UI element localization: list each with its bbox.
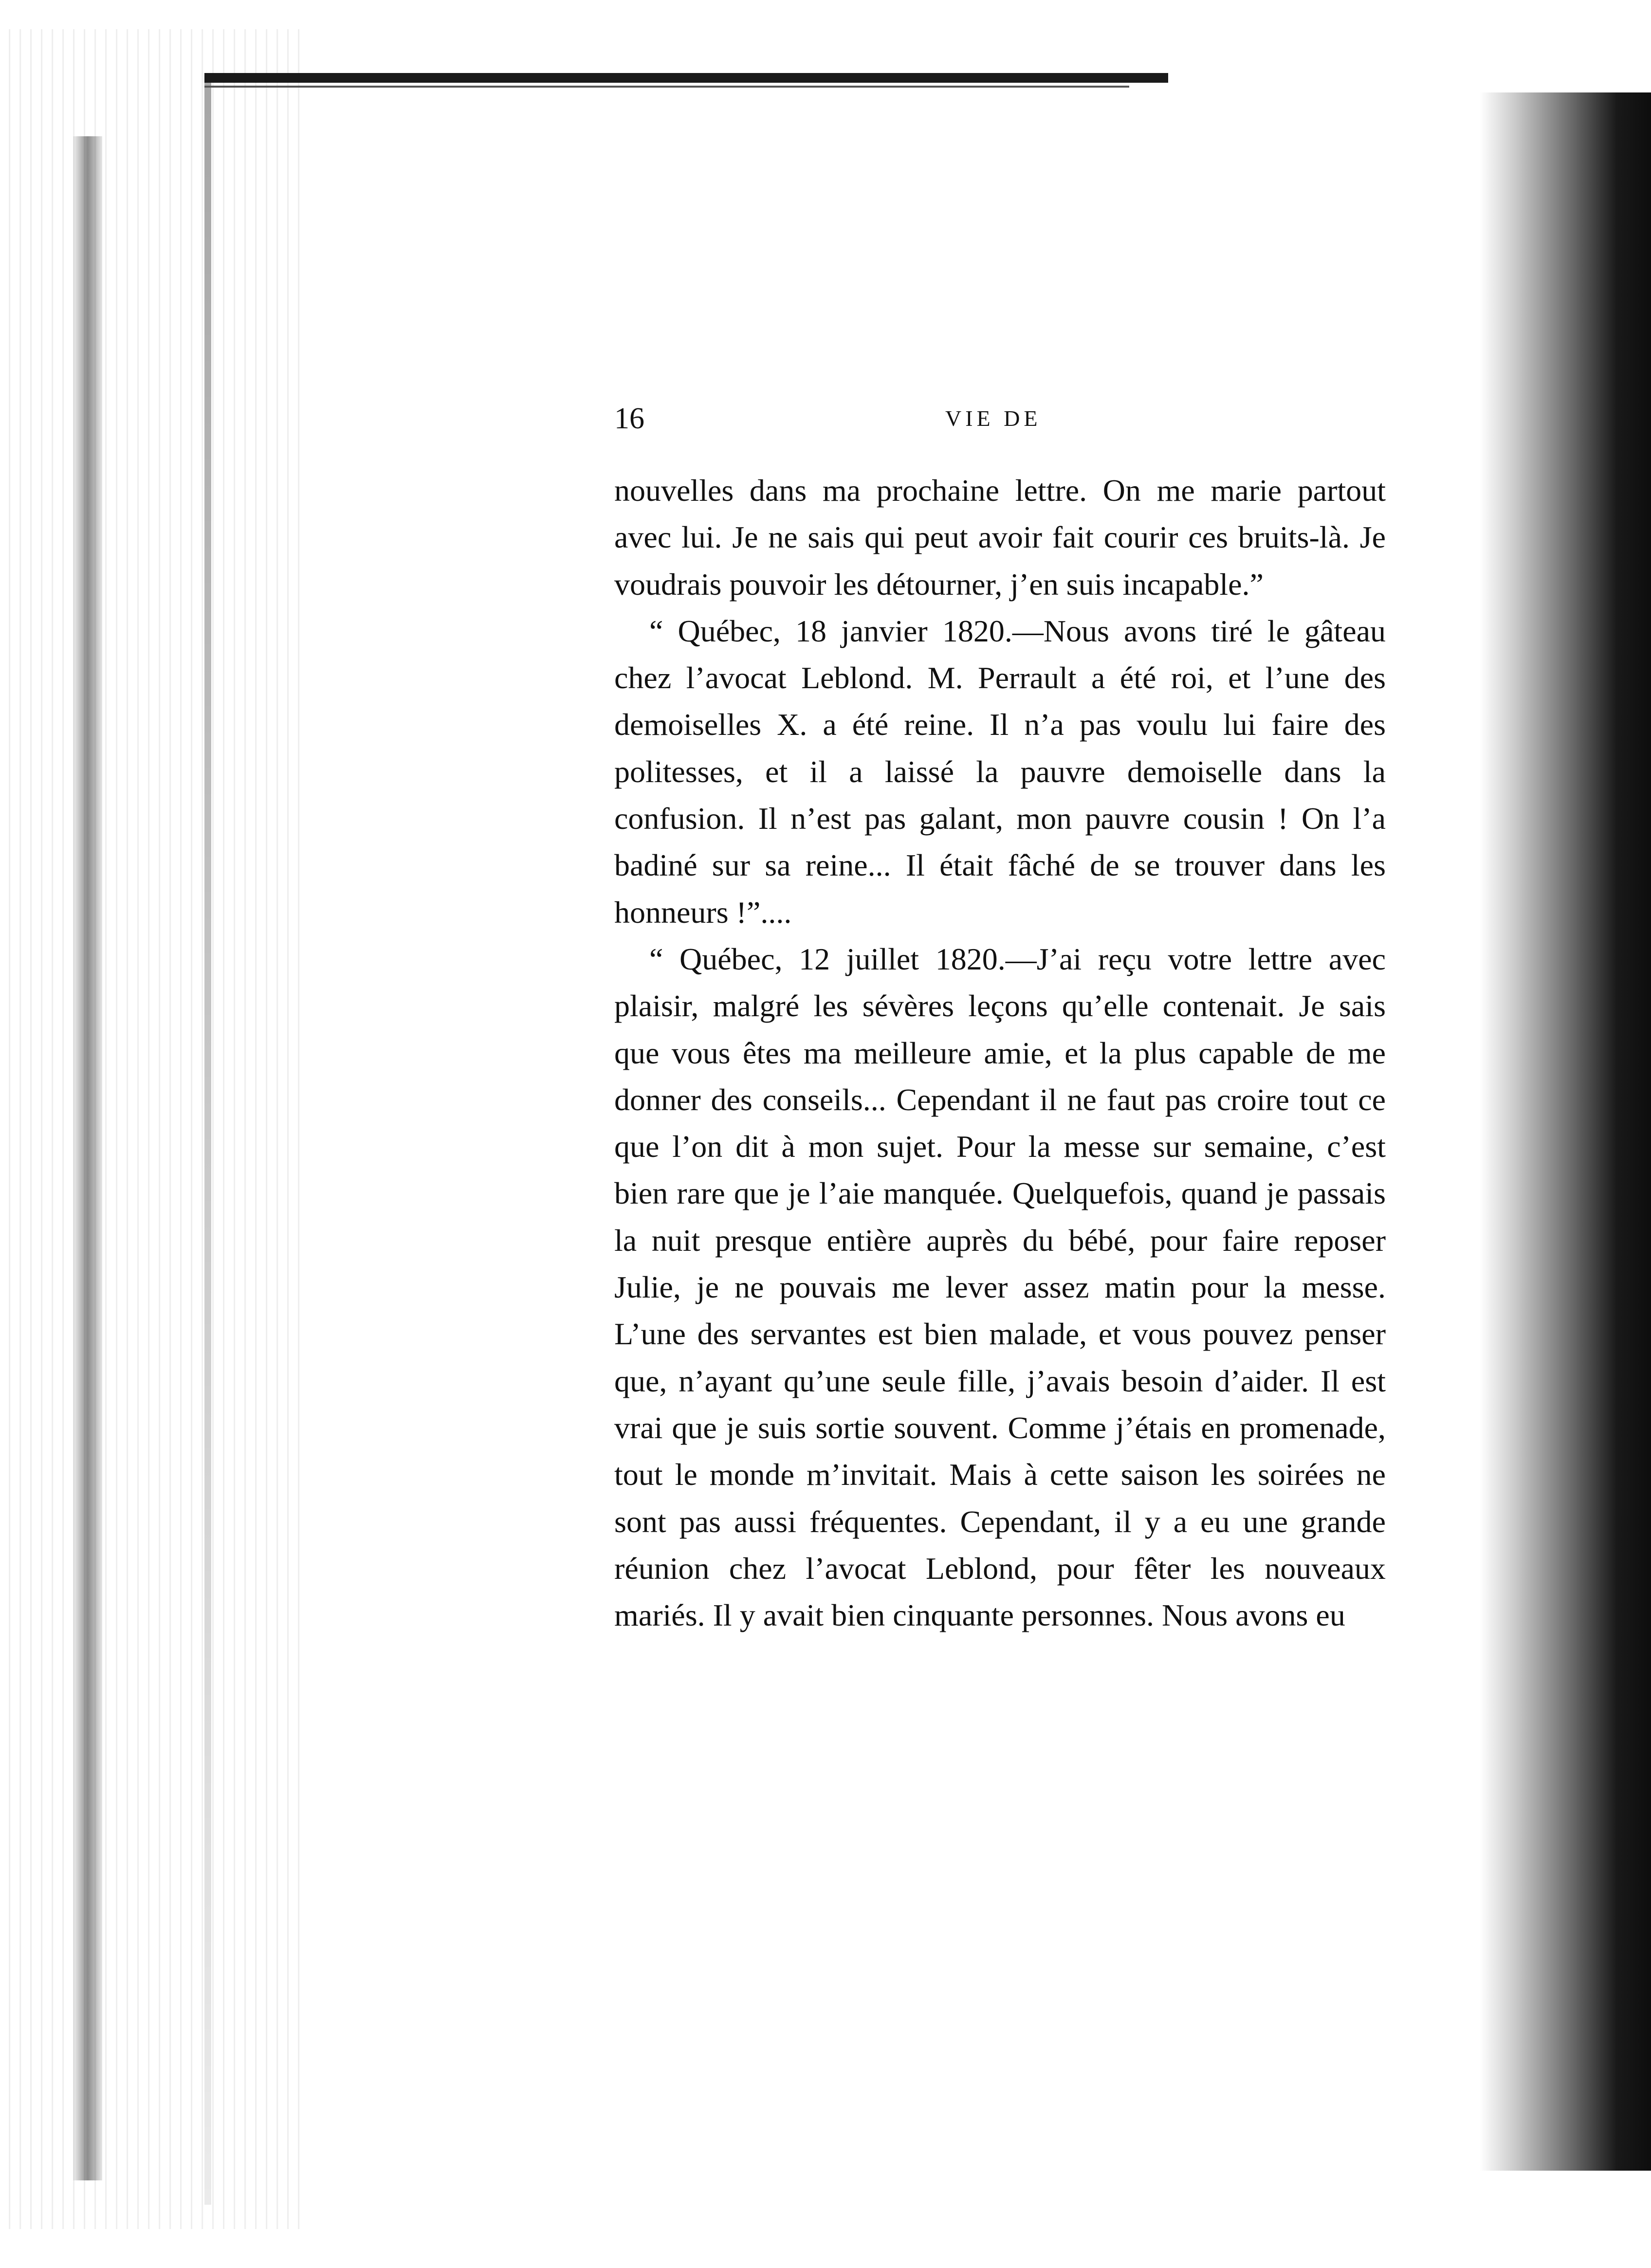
page-number: 16 [614,402,644,435]
paragraph-3: “ Québec, 12 juillet 1820.—J’ai reçu votre lettre avec plaisir, malgré les sévères leçons qu’elle contenait. Je sais que vous êtes ma meilleure amie, et la plus capable de me donner des conseils... Cependant il ne faut pas croire tout ce que l’on dit à mon sujet. Pour la messe sur semaine, c’est bien rare que je l’aie manquée. Quelquefois, quand je passais la nuit presque entière auprès du bébé, pour faire reposer Julie, je ne pouvais me lever assez matin pour la messe. L’une des servantes est bien malade, et vous pouvez penser que, n’ayant qu’une seule fille, j’avais besoin d’aider. Il est vrai que je suis sortie souvent. Comme j’étais en promenade, tout le monde m’invitait. Mais à cette saison les soirées ne sont pas aussi fréquentes. Cependant, il y a eu une grande réunion chez l’avocat Leblond, pour fêter les nouveaux mariés. Il y avait bien cinquante personnes. Nous avons eu [614,941,1386,1633]
page-header [614,397,1386,440]
running-head: VIE DE [945,406,1042,431]
scan-page-edge [204,73,211,2205]
scan-left-edge-shadow [73,136,102,2180]
paragraph-1: nouvelles dans ma prochaine lettre. On me marie partout avec lui. Je ne sais qui peut avoir fait courir ces bruits-là. Je voudrais pouvoir les détourner, j’en suis incapable.” [614,473,1386,602]
scan-top-rule [204,73,1168,83]
paragraph-2: “ Québec, 18 janvier 1820.—Nous avons tiré le gâteau chez l’avocat Leblond. M. Perrault a été roi, et l’une des demoiselles X. a été reine. Il n’a pas voulu lui faire des politesses, et il a laissé la pauvre demoiselle dans la confusion. Il n’est pas galant, mon pauvre cousin ! On l’a badiné sur sa reine... Il était fâché de se trouver dans les honneurs !”.... [614,613,1386,930]
scan-right-shadow [1480,92,1651,2171]
body-text [614,467,1386,1639]
scan-top-rule-thin [204,86,1129,88]
scan-left-gutter [0,29,302,2229]
